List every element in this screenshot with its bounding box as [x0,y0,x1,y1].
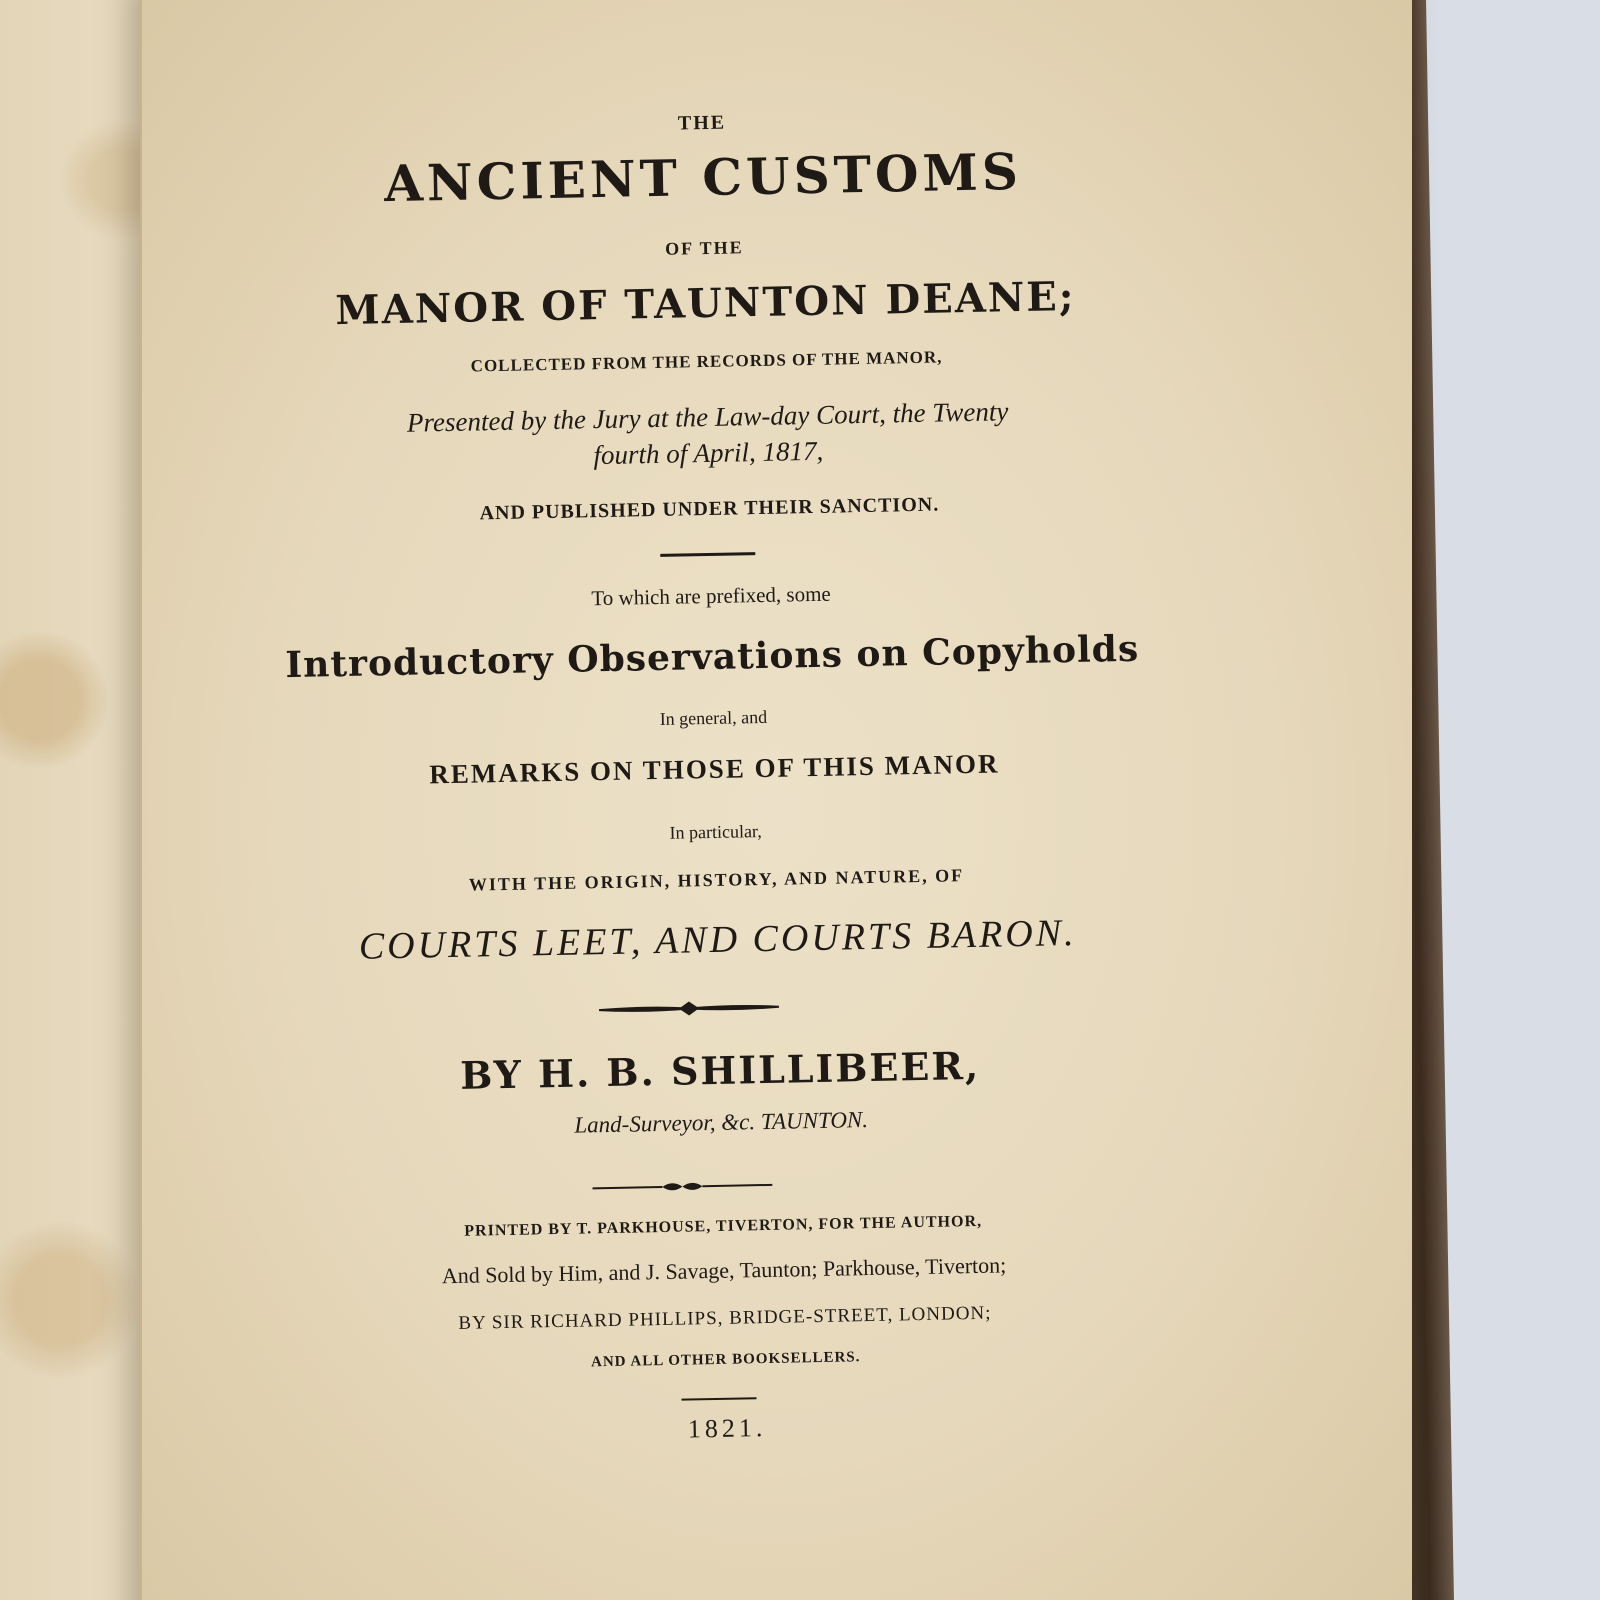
courts-line: COURTS LEET, AND COURTS BARON. [358,911,1077,968]
prefixed-line: To which are prefixed, some [591,581,831,611]
title-of-the: OF THE [664,237,744,259]
presented-line-2: fourth of April, 1817, [593,435,824,471]
title-main: ANCIENT CUSTOMS [383,141,1023,214]
title-manor: MANOR OF TAUNTON DEANE; [334,272,1076,335]
with-origin-line: WITH THE ORIGIN, HISTORY, AND NATURE, OF [468,865,965,895]
ornament-rule-2 [592,1175,772,1198]
introductory-line: Introductory Observations on Copyholds [284,627,1140,687]
remarks-line: REMARKS ON THOSE OF THIS MANOR [428,748,1000,790]
collected-line: COLLECTED FROM THE RECORDS OF THE MANOR, [470,347,943,376]
year-line: 1821. [687,1413,767,1444]
author-line: BY H. B. SHILLIBEER, [459,1042,981,1098]
title-page-text [135,0,1296,1600]
in-general-line: In general, and [659,706,768,729]
published-line: AND PUBLISHED UNDER THEIR SANCTION. [479,493,940,525]
phillips-line: BY SIR RICHARD PHILLIPS, BRIDGE-STREET, LONDON; [458,1302,992,1334]
presented-line-1: Presented by the Jury at the Law-day Court, the Twenty [406,396,1009,438]
author-title-line: Land-Surveyor, &c. TAUNTON. [574,1107,869,1138]
rule-short-1 [660,552,755,557]
rule-short-2 [681,1397,756,1400]
ornament-rule-1 [599,997,779,1020]
sold-line: And Sold by Him, and J. Savage, Taunton; Parkhouse, Tiverton; [441,1252,1007,1289]
title-the: THE [677,111,727,135]
printed-line: PRINTED BY T. PARKHOUSE, TIVERTON, FOR THE AUTHOR, [464,1212,983,1240]
booksellers-line: AND ALL OTHER BOOKSELLERS. [590,1349,861,1371]
in-particular-line: In particular, [669,821,762,843]
